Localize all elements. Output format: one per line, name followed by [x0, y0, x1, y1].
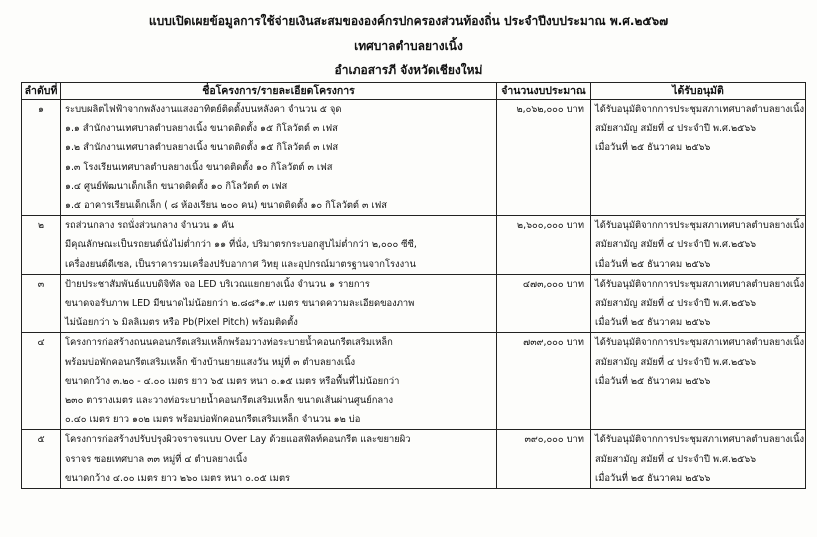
approval-line: เมื่อวันที่ ๒๕ ธันวาคม ๒๕๖๖ [595, 375, 711, 387]
approval-info [591, 430, 806, 489]
project-detail-line: ป้ายประชาสัมพันธ์แบบดิจิทัล จอ LED บริเวณแยกยางเนิ้ง จำนวน ๑ รายการ [65, 278, 370, 290]
budget-amount: ๔๗๓,๐๐๐ บาท [497, 274, 591, 333]
document-title: แบบเปิดเผยข้อมูลการใช้จ่ายเงินสะสมขององค์กรปกครองส่วนท้องถิ่น ประจำปีงบประมาณ พ.ศ.๒๕๖๗ [148, 14, 669, 28]
project-details [61, 333, 497, 430]
approval-line: เมื่อวันที่ ๒๕ ธันวาคม ๒๕๖๖ [595, 472, 711, 484]
approval-line: สมัยสามัญ สมัยที่ ๔ ประจำปี พ.ศ.๒๕๖๖ [595, 453, 757, 465]
approval-line: ได้รับอนุมัติจากการประชุมสภาเทศบาลตำบลยางเนิ้ง [595, 337, 805, 349]
budget-amount: ๗๓๙,๐๐๐ บาท [497, 333, 591, 430]
project-details [61, 274, 497, 333]
budget-amount: ๒,๐๖๒,๐๐๐ บาท [497, 100, 591, 216]
project-detail-line: ๑.๕ อาคารเรียนเด็กเล็ก ( ๘ ห้องเรียน ๒๐๐ คน) ขนาดติดตั้ง ๑๐ กิโลวัตต์ ๓ เฟส [65, 200, 387, 212]
row-number: ๕ [22, 430, 61, 489]
approval-line: ได้รับอนุมัติจากการประชุมสภาเทศบาลตำบลยางเนิ้ง [595, 104, 805, 115]
row-number: ๒ [22, 216, 61, 275]
project-detail-line: ไม่น้อยกว่า ๖ มิลลิเมตร หรือ Pb(Pixel Pitch) พร้อมติดตั้ง [65, 317, 298, 329]
projects-table [21, 82, 806, 489]
column-header-approval: ได้รับอนุมัติ [591, 83, 806, 100]
project-details [61, 430, 497, 489]
approval-line: เมื่อวันที่ ๒๕ ธันวาคม ๒๕๖๖ [595, 258, 711, 270]
column-header-project: ชื่อโครงการ/รายละเอียดโครงการ [61, 83, 497, 100]
project-detail-line: จราจร ซอยเทศบาล ๓๓ หมู่ที่ ๔ ตำบลยางเนิ้ง [65, 453, 248, 465]
table-body [22, 100, 806, 489]
approval-line: สมัยสามัญ สมัยที่ ๔ ประจำปี พ.ศ.๒๕๖๖ [595, 356, 757, 368]
project-detail-line: โครงการก่อสร้างปรับปรุงผิวจราจรแบบ Over Lay ด้วยแอสฟัลท์คอนกรีต และขยายผิว [65, 434, 411, 446]
project-detail-line: ขนาดจอรับภาพ LED มีขนาดไม่น้อยกว่า ๒.๘๘*๑.๙ เมตร ขนาดความละเอียดของภาพ [65, 298, 415, 310]
approval-line: เมื่อวันที่ ๒๕ ธันวาคม ๒๕๖๖ [595, 142, 711, 154]
project-detail-line: ๑.๔ ศูนย์พัฒนาเด็กเล็ก ขนาดติดตั้ง ๑๐ กิโลวัตต์ ๓ เฟส [65, 180, 288, 192]
table-row [22, 274, 806, 333]
table-row [22, 216, 806, 275]
column-header-budget: จำนวนงบประมาณ [497, 83, 591, 100]
table-row [22, 100, 806, 216]
approval-line: ได้รับอนุมัติจากการประชุมสภาเทศบาลตำบลยางเนิ้ง [595, 220, 805, 232]
project-detail-line: ๒๓๐ ตารางเมตร และวางท่อระบายน้ำคอนกรีตเสริมเหล็ก ขนาดเส้นผ่านศูนย์กลาง [65, 395, 394, 407]
approval-line: ได้รับอนุมัติจากการประชุมสภาเทศบาลตำบลยางเนิ้ง [595, 434, 805, 446]
project-detail-line: ๐.๔๐ เมตร ยาว ๑๐๒ เมตร พร้อมบ่อพักคอนกรีตเสริมเหล็ก จำนวน ๑๒ บ่อ [65, 414, 361, 426]
project-details [61, 100, 497, 216]
approval-line: เมื่อวันที่ ๒๕ ธันวาคม ๒๕๖๖ [595, 317, 711, 329]
approval-line: สมัยสามัญ สมัยที่ ๔ ประจำปี พ.ศ.๒๕๖๖ [595, 298, 757, 310]
row-number: ๓ [22, 274, 61, 333]
approval-info [591, 274, 806, 333]
budget-amount: ๓๙๐,๐๐๐ บาท [497, 430, 591, 489]
table-row [22, 333, 806, 430]
row-number: ๔ [22, 333, 61, 430]
table-header-row [22, 83, 806, 100]
municipality-name: เทศบาลตำบลยางเนิ้ง [354, 39, 463, 53]
project-detail-line: รถส่วนกลาง รถนั่งส่วนกลาง จำนวน ๑ คัน [65, 220, 235, 232]
project-detail-line: โครงการก่อสร้างถนนคอนกรีตเสริมเหล็กพร้อมวางท่อระบายน้ำคอนกรีตเสริมเหล็ก [65, 337, 393, 349]
project-detail-line: พร้อมบ่อพักคอนกรีตเสริมเหล็ก ข้างบ้านยายแสงวัน หมู่ที่ ๓ ตำบลยางเนิ้ง [65, 356, 356, 368]
table-row [22, 430, 806, 489]
column-header-no: ลำดับที่ [22, 83, 61, 100]
project-details [61, 216, 497, 275]
project-detail-line: มีคุณลักษณะเป็นรถยนต์นั่งไม่ต่ำกว่า ๑๑ ที่นั่ง, ปริมาตรกระบอกสูบไม่ต่ำกว่า ๒,๐๐๐ ซีซี, [65, 239, 417, 251]
project-detail-line: ๑.๓ โรงเรียนเทศบาลตำบลยางเนิ้ง ขนาดติดตั้ง ๑๐ กิโลวัตต์ ๓ เฟส [65, 161, 333, 173]
approval-info [591, 100, 806, 216]
project-detail-line: ขนาดกว้าง ๓.๒๐ - ๔.๐๐ เมตร ยาว ๖๕ เมตร หนา ๐.๑๕ เมตร หรือพื้นที่ไม่น้อยกว่า [65, 375, 400, 387]
approval-line: สมัยสามัญ สมัยที่ ๔ ประจำปี พ.ศ.๒๕๖๖ [595, 239, 757, 251]
district-province: อำเภอสารภี จังหวัดเชียงใหม่ [334, 63, 483, 77]
approval-line: สมัยสามัญ สมัยที่ ๔ ประจำปี พ.ศ.๒๕๖๖ [595, 123, 757, 135]
project-detail-line: ขนาดกว้าง ๔.๐๐ เมตร ยาว ๒๖๐ เมตร หนา ๐.๐๕ เมตร [65, 472, 291, 484]
approval-info [591, 333, 806, 430]
budget-amount: ๒,๖๐๐,๐๐๐ บาท [497, 216, 591, 275]
approval-info [591, 216, 806, 275]
project-detail-line: เครื่องยนต์ดีเซล, เป็นราคารวมเครื่องปรับอากาศ วิทยุ และอุปกรณ์มาตรฐานจากโรงงาน [65, 258, 416, 270]
row-number: ๑ [22, 100, 61, 216]
approval-line: ได้รับอนุมัติจากการประชุมสภาเทศบาลตำบลยางเนิ้ง [595, 278, 805, 290]
project-detail-line: ๑.๒ สำนักงานเทศบาลตำบลยางเนิ้ง ขนาดติดตั้ง ๑๕ กิโลวัตต์ ๓ เฟส [65, 142, 339, 154]
project-detail-line: ๑.๑ สำนักงานเทศบาลตำบลยางเนิ้ง ขนาดติดตั้ง ๑๕ กิโลวัตต์ ๓ เฟส [65, 123, 338, 135]
project-detail-line: ระบบผลิตไฟฟ้าจากพลังงานแสงอาทิตย์ติดตั้งบนหลังคา จำนวน ๕ จุด [65, 104, 342, 115]
